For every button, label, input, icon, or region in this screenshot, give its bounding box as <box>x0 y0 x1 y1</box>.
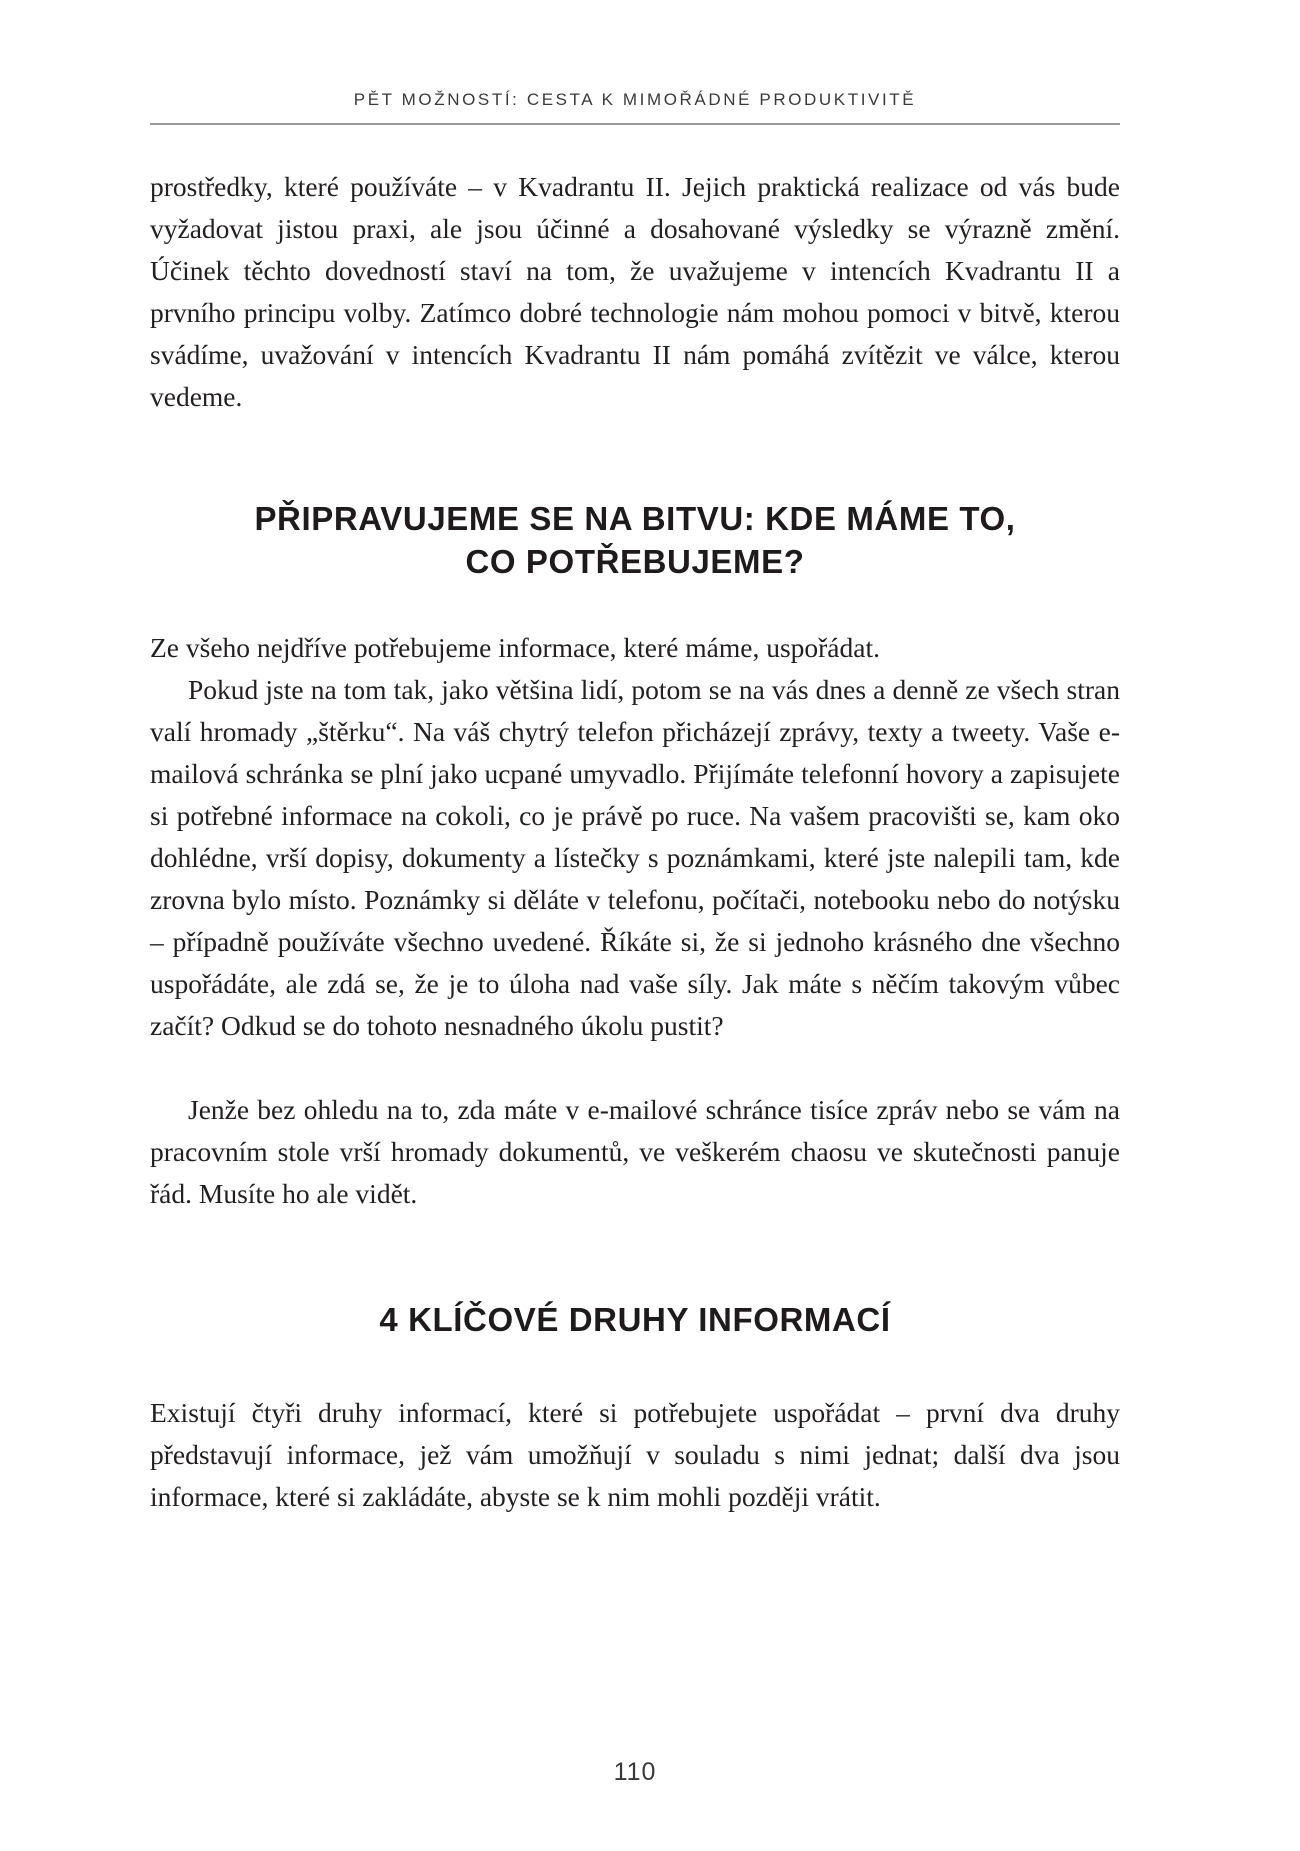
opening-paragraph: prostředky, které používáte – v Kvadrantu II. Jejich praktická realizace od vás bude vyžadovat jistou praxi, ale jsou účinné a dosahované výsledky se výrazně změní. Účinek těchto dovedností staví na tom, že uvažujeme v intencích Kvadrantu II a prvního principu volby. Zatímco dobré technologie nám mohou pomoci v bitvě, kterou svádíme, uvažování v intencích Kvadrantu II nám pomáhá zvítězit ve válce, kterou vedeme. <box>150 171 1120 412</box>
page-number: 110 <box>613 1758 657 1786</box>
section1-paragraph-2: Pokud jste na tom tak, jako většina lidí, potom se na vás dnes a denně ze všech stran valí hromady „štěrku“. Na váš chytrý telefon přicházejí zprávy, texty a tweety. Vaše e-mailová schránka se plní jako ucpané umyvadlo. Přijímáte telefonní hovory a zapisujete si potřebné informace na cokoli, co je právě po ruce. Na vašem pracovišti se, kam oko dohlédne, vrší dopisy, dokumenty a lístečky s poznámkami, které jste nalepili tam, kde zrovna bylo místo. Poznámky si děláte v telefonu, počítači, notebooku nebo do notýsku – případně používáte všechno uvedené. Říkáte si, že si jednoho krásného dne všechno uspořádáte, ale zdá se, že je to úloha nad vaše síly. Jak máte s něčím takovým vůbec začít? Odkud se do tohoto nesnadného úkolu pustit? <box>150 674 1120 1041</box>
section-heading-battle <box>150 497 1120 583</box>
section-heading-information-types: 4 KLÍČOVÉ DRUHY INFORMACÍ <box>379 1301 891 1338</box>
header-rule <box>150 123 1120 125</box>
section1-paragraph-1: Ze všeho nejdříve potřebujeme informace, které máme, uspořádat. <box>150 632 880 663</box>
section-heading-battle-line-1: PŘIPRAVUJEME SE NA BITVU: KDE MÁME TO, <box>254 500 1016 537</box>
section2-paragraph: Existují čtyři druhy informací, které si potřebujete uspořádat – první dva druhy představují informace, jež vám umožňují v souladu s nimi jednat; další dva jsou informace, které si zakládáte, abyste se k nim mohli později vrátit. <box>150 1397 1120 1512</box>
section1-paragraph-3: Jenže bez ohledu na to, zda máte v e-mailové schránce tisíce zpráv nebo se vám na pracovním stole vrší hromady dokumentů, ve veškerém chaosu ve skutečnosti panuje řád. Musíte ho ale vidět. <box>150 1094 1120 1209</box>
running-head: PĚT MOŽNOSTÍ: CESTA K MIMOŘÁDNÉ PRODUKTIVITĚ <box>353 90 917 109</box>
section-heading-battle-line-2: CO POTŘEBUJEME? <box>465 543 805 580</box>
